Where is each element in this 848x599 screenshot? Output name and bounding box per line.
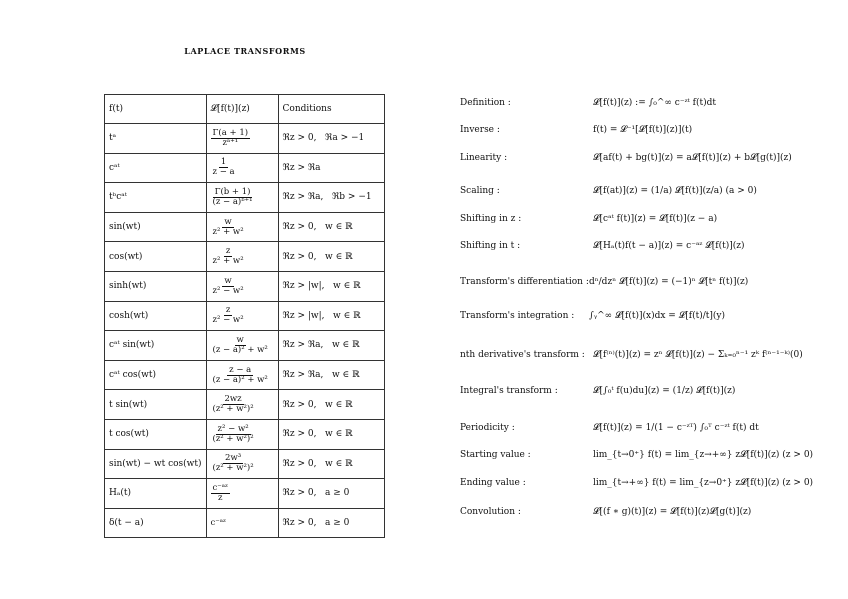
fraction-denominator: z² − w²	[212, 315, 244, 326]
function-cell: tᵃ	[105, 124, 207, 154]
fraction-numerator: w	[236, 335, 244, 346]
transform-cell	[206, 301, 278, 331]
property-label: Shifting in z :	[460, 214, 522, 224]
function-cell: sinh(wt)	[105, 271, 207, 301]
property-formula: f(t) = 𝓛⁻¹[𝓛[f(t)](z)](t)	[593, 125, 693, 135]
header-ft: f(t)	[105, 95, 207, 124]
conditions-cell: ℜz > 0, a ≥ 0	[278, 508, 384, 538]
property-label: Periodicity :	[460, 423, 515, 433]
fraction-numerator: Γ(a + 1)	[212, 127, 249, 138]
transform-cell	[206, 479, 278, 509]
fraction-numerator: 2w³	[225, 453, 242, 464]
conditions-cell: ℜz > |w|, w ∈ ℝ	[278, 271, 384, 301]
function-cell: Hₐ(t)	[105, 479, 207, 509]
transform-fraction	[211, 484, 230, 503]
table-row	[105, 242, 385, 272]
header-conditions: Conditions	[278, 95, 384, 124]
conditions-cell: ℜz > |w|, w ∈ ℝ	[278, 301, 384, 331]
fraction-numerator: w	[224, 216, 232, 227]
fraction-denominator: (z² + w²)²	[212, 404, 254, 415]
table-row	[105, 301, 385, 331]
property-formula: 𝓛[f(t)](z) = 1/(1 − c⁻ᶻᵀ) ∫₀ᵀ c⁻ᶻᵗ f(t) dt	[593, 423, 759, 433]
function-cell: sin(wt)	[105, 212, 207, 242]
transform-fraction	[211, 188, 255, 207]
fraction-denominator: zᵃ⁺¹	[222, 137, 239, 148]
transform-cell	[206, 153, 278, 183]
fraction-numerator: z	[225, 246, 231, 257]
transform-fraction	[211, 277, 246, 296]
property-formula: 𝓛[cᵃᵗ f(t)](z) = 𝓛[f(t)](z − a)	[593, 214, 718, 224]
function-cell: cos(wt)	[105, 242, 207, 272]
function-cell: cᵃᵗ	[105, 153, 207, 183]
table-row	[105, 449, 385, 479]
conditions-cell: ℜz > 0, w ∈ ℝ	[278, 449, 384, 479]
transform-cell	[206, 508, 278, 538]
function-cell: t sin(wt)	[105, 390, 207, 420]
conditions-cell: ℜz > 0, ℜa > −1	[278, 124, 384, 154]
fraction-denominator: z² + w²	[212, 256, 244, 267]
conditions-cell: ℜz > 0, w ∈ ℝ	[278, 419, 384, 449]
transform-fraction	[211, 247, 246, 266]
property-label: Starting value :	[460, 450, 531, 460]
function-cell: cosh(wt)	[105, 301, 207, 331]
property-formula: 𝓛[f(at)](z) = (1/a) 𝓛[f(t)](z/a) (a > 0)	[593, 186, 757, 196]
transform-fraction	[211, 454, 256, 473]
transform-fraction	[211, 425, 256, 444]
property-label: Definition :	[460, 98, 511, 108]
table-row	[105, 390, 385, 420]
table-row	[105, 153, 385, 183]
property-formula: lim_{t→0⁺} f(t) = lim_{z→+∞} z𝓛[f(t)](z) (z > 0)	[593, 450, 814, 460]
transform-fraction	[211, 129, 251, 148]
fraction-denominator: (z² + w²)²	[212, 463, 254, 474]
transform-cell	[206, 331, 278, 361]
transform-cell	[206, 183, 278, 213]
fraction-denominator: z² − w²	[212, 285, 244, 296]
conditions-cell: ℜz > ℜa, w ∈ ℝ	[278, 331, 384, 361]
fraction-denominator: (z − a)² + w²	[212, 374, 268, 385]
conditions-cell: ℜz > ℜa, w ∈ ℝ	[278, 360, 384, 390]
table-row	[105, 183, 385, 213]
table-row	[105, 508, 385, 538]
table-row	[105, 212, 385, 242]
fraction-denominator: (z − a)² + w²	[212, 344, 268, 355]
header-transform: 𝓛[f(t)](z)	[206, 95, 278, 124]
fraction-numerator: c⁻ᵃᶻ	[212, 483, 228, 493]
property-label: Shifting in t :	[460, 241, 521, 251]
property-label: Transform's integration :	[460, 311, 575, 321]
fraction-numerator: w	[224, 275, 232, 286]
fraction-numerator: 1	[220, 157, 227, 168]
fraction-denominator: z	[217, 492, 223, 503]
transform-cell	[206, 212, 278, 242]
function-cell: sin(wt) − wt cos(wt)	[105, 449, 207, 479]
conditions-cell: ℜz > 0, w ∈ ℝ	[278, 390, 384, 420]
transform-fraction	[211, 336, 270, 355]
transform-cell	[206, 449, 278, 479]
fraction-denominator: z − a	[212, 167, 235, 178]
property-formula: 𝓛[(f ∗ g)(t)](z) = 𝓛[f(t)](z)𝓛[g(t)](z)	[593, 507, 752, 517]
function-cell: tᵇcᵃᵗ	[105, 183, 207, 213]
property-label: nth derivative's transform :	[460, 350, 585, 360]
table-row	[105, 479, 385, 509]
transform-cell	[206, 419, 278, 449]
property-formula: dⁿ/dzⁿ 𝓛[f(t)](z) = (−1)ⁿ 𝓛[tⁿ f(t)](z)	[589, 277, 749, 287]
laplace-table	[104, 94, 385, 538]
conditions-cell: ℜz > 0, w ∈ ℝ	[278, 212, 384, 242]
property-label: Transform's differentiation :	[460, 277, 589, 287]
fraction-denominator: z² + w²	[212, 226, 244, 237]
fraction-numerator: 2wz	[224, 394, 242, 405]
property-label: Ending value :	[460, 478, 526, 488]
fraction-denominator: (z − a)ᵇ⁺¹	[212, 196, 253, 207]
transform-cell	[206, 360, 278, 390]
transform-plain: c⁻ᵃᶻ	[210, 518, 226, 529]
function-cell: δ(t − a)	[105, 508, 207, 538]
transform-cell	[206, 390, 278, 420]
property-formula: 𝓛[f⁽ⁿ⁾(t)](z) = zⁿ 𝓛[f(t)](z) − Σₖ₌₀ⁿ⁻¹ zᵏ f⁽ⁿ⁻¹⁻ᵏ⁾(0)	[593, 350, 803, 360]
property-label: Integral's transform :	[460, 386, 558, 396]
fraction-numerator: z	[225, 305, 231, 316]
conditions-cell: ℜz > 0, w ∈ ℝ	[278, 242, 384, 272]
conditions-cell: ℜz > ℜa	[278, 153, 384, 183]
transform-fraction	[211, 158, 237, 177]
property-formula: ∫ᵧ^∞ 𝓛[f(t)](x)dx = 𝓛[f(t)/t](y)	[589, 311, 726, 321]
table-row	[105, 124, 385, 154]
table-header-row	[105, 95, 385, 124]
property-label: Inverse :	[460, 125, 500, 135]
transform-fraction	[211, 395, 256, 414]
fraction-denominator: (z² + w²)²	[212, 433, 254, 444]
transform-cell	[206, 271, 278, 301]
property-formula: 𝓛[∫₀ᵗ f(u)du](z) = (1/z) 𝓛[f(t)](z)	[593, 386, 736, 396]
property-formula: lim_{t→+∞} f(t) = lim_{z→0⁺} z𝓛[f(t)](z) (z > 0)	[593, 478, 814, 488]
function-cell: t cos(wt)	[105, 419, 207, 449]
transform-cell	[206, 242, 278, 272]
transform-fraction	[211, 218, 246, 237]
fraction-numerator: Γ(b + 1)	[214, 187, 251, 198]
property-formula: 𝓛[f(t)](z) := ∫₀^∞ c⁻ᶻᵗ f(t)dt	[593, 98, 716, 108]
function-cell: cᵃᵗ sin(wt)	[105, 331, 207, 361]
fraction-numerator: z² − w²	[217, 423, 249, 434]
property-label: Scaling :	[460, 186, 500, 196]
conditions-cell: ℜz > ℜa, ℜb > −1	[278, 183, 384, 213]
conditions-cell: ℜz > 0, a ≥ 0	[278, 479, 384, 509]
property-label: Linearity :	[460, 153, 508, 163]
function-cell: cᵃᵗ cos(wt)	[105, 360, 207, 390]
transform-fraction	[211, 366, 270, 385]
table-row	[105, 271, 385, 301]
property-label: Convolution :	[460, 507, 521, 517]
transform-cell	[206, 124, 278, 154]
table-row	[105, 331, 385, 361]
page-title: LAPLACE TRANSFORMS	[184, 46, 306, 56]
transform-fraction	[211, 306, 246, 325]
fraction-numerator: z − a	[229, 364, 252, 375]
table-row	[105, 419, 385, 449]
property-formula: 𝓛[Hₐ(t)f(t − a)](z) = c⁻ᵃᶻ 𝓛[f(t)](z)	[593, 241, 745, 251]
property-formula: 𝓛[af(t) + bg(t)](z) = a𝓛[f(t)](z) + b𝓛[g(t)](z)	[593, 153, 792, 163]
table-row	[105, 360, 385, 390]
